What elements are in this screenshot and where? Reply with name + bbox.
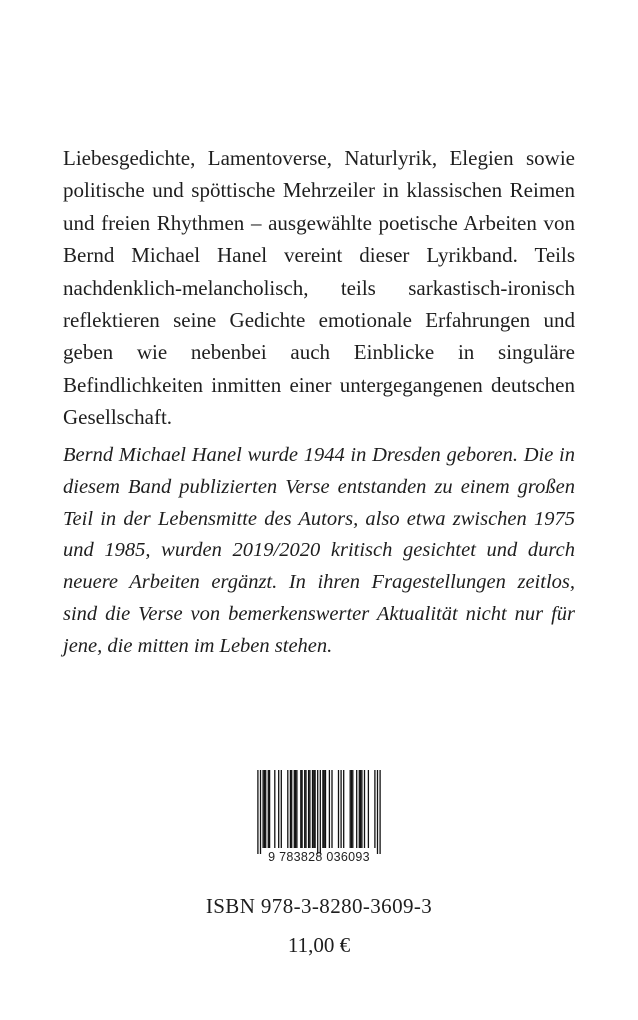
barcode-bar xyxy=(331,770,332,848)
barcode-bars xyxy=(248,768,390,854)
barcode-bar xyxy=(322,770,323,848)
barcode-bar xyxy=(257,770,258,854)
barcode-bar xyxy=(260,770,261,854)
barcode-bar xyxy=(374,770,375,848)
barcode-bar xyxy=(294,770,295,848)
barcode-bar xyxy=(296,770,297,848)
barcode-bar xyxy=(360,770,361,848)
barcode-bar xyxy=(350,770,351,848)
barcode-bar xyxy=(269,770,270,848)
barcode-bar xyxy=(356,770,357,848)
barcode-bar xyxy=(291,770,292,848)
barcode-bar xyxy=(274,770,275,848)
barcode-bar xyxy=(268,770,269,848)
author-bio: Bernd Michael Hanel wurde 1944 in Dresden geboren. Die in diesem Band publizierten Verse entstanden zu einem großen Teil in der Lebensmitte des Autors, also etwa zwischen 1975 und 1985, wurden 2019/2020 kritisch gesichtet und durch neuere Arbeiten ergänzt. In ihren Fragestellungen zeitlos, sind die Verse von bemerkenswerter Aktualität nicht nur für jene, die mitten im Leben stehen. xyxy=(63,444,575,657)
isbn-text: ISBN 978-3-8280-3609-3 xyxy=(205,894,433,918)
barcode-bar xyxy=(340,770,341,848)
barcode-bar xyxy=(352,770,353,848)
barcode-bar xyxy=(301,770,302,848)
barcode-bar xyxy=(325,770,326,848)
barcode-bar xyxy=(351,770,352,848)
barcode-bar xyxy=(264,770,265,848)
blurb-text: Liebesgedichte, Lamentoverse, Naturlyrik, Elegien sowie politische und spöttische Mehrzeiler in klassischen Reimen und freien Rhythmen – ausgewählte poetische Arbeiten von Bernd Michael Hanel vereint dieser Lyrikband. Teils nachdenklich-melancholisch, teils sarkastisch-ironisch reflektieren seine Gedichte emotionale Erfahrungen und geben wie nebenbei auch Einblicke in singuläre Befindlichkeiten inmitten einer untergegangenen deutschen Gesellschaft. xyxy=(63,146,575,430)
barcode xyxy=(248,768,390,876)
barcode-bar xyxy=(308,770,309,848)
barcode-bar xyxy=(359,770,360,848)
barcode-bar xyxy=(317,770,318,854)
barcode-bar xyxy=(312,770,313,848)
barcode-bar xyxy=(379,770,380,854)
barcode-bar xyxy=(309,770,310,848)
barcode-bar xyxy=(265,770,266,848)
barcode-bar xyxy=(314,770,315,848)
barcode-bar xyxy=(364,770,365,848)
barcode-bar xyxy=(377,770,378,854)
price-text: 11,00 € xyxy=(287,933,351,957)
barcode-bar xyxy=(295,770,296,848)
barcode-bar xyxy=(368,770,369,848)
barcode-bar xyxy=(305,770,306,848)
barcode-bar xyxy=(281,770,282,848)
barcode-bar xyxy=(361,770,362,848)
barcode-digits: 9 783828 036093 xyxy=(268,850,370,864)
barcode-bar xyxy=(278,770,279,848)
barcode-bar xyxy=(324,770,325,848)
barcode-bar xyxy=(343,770,344,848)
barcode-bar xyxy=(262,770,263,848)
barcode-bar xyxy=(329,770,330,848)
barcode-bar xyxy=(338,770,339,848)
barcode-bar xyxy=(304,770,305,848)
barcode-bar xyxy=(290,770,291,848)
barcode-bar xyxy=(320,770,321,854)
barcode-bar xyxy=(287,770,288,848)
barcode-bar xyxy=(300,770,301,848)
barcode-bar xyxy=(313,770,314,848)
